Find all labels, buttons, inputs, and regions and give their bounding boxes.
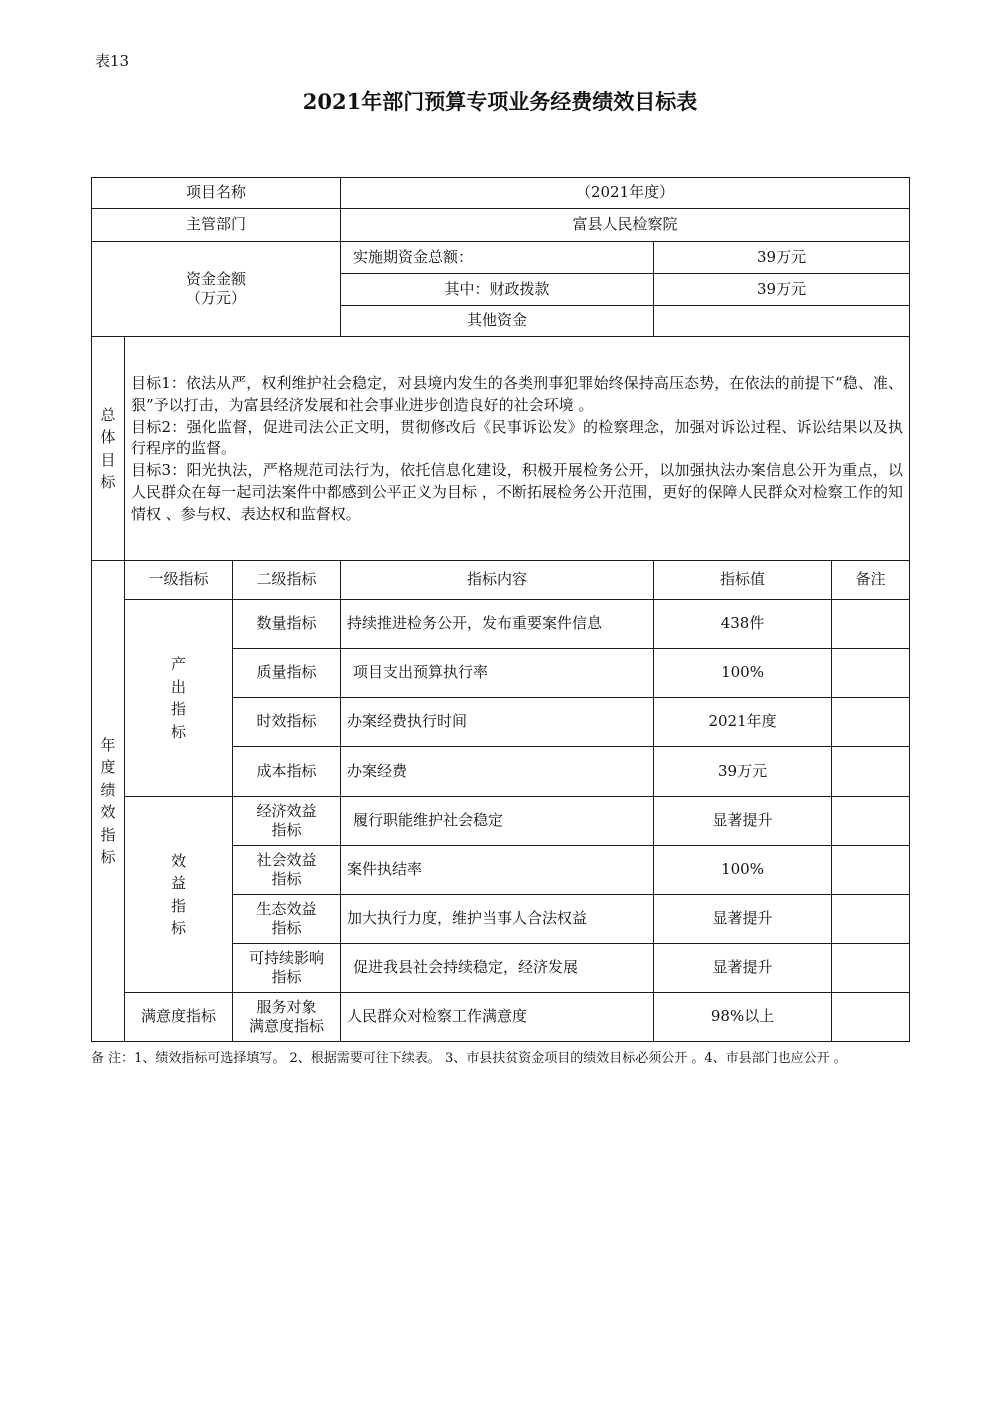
overall-goals-row	[92, 337, 910, 561]
department-value: 富县人民检察院	[341, 209, 910, 242]
table-row	[92, 600, 910, 649]
level2-cell: 数量指标	[233, 600, 341, 649]
header-level1: 一级指标	[125, 561, 233, 600]
table-number: 表13	[95, 52, 130, 70]
output-indicators-label: 产 出 指 标	[125, 600, 233, 797]
content-cell: 案件执结率	[341, 846, 654, 895]
content-cell: 人民群众对检察工作满意度	[341, 993, 654, 1042]
level2-cell: 质量指标	[233, 649, 341, 698]
content-cell: 项目支出预算执行率	[341, 649, 654, 698]
total-funds-label: 实施期资金总额：	[341, 242, 654, 274]
value-cell: 显著提升	[654, 944, 832, 993]
performance-target-table	[91, 177, 910, 1042]
content-cell: 促进我县社会持续稳定，经济发展	[341, 944, 654, 993]
content-cell: 持续推进检务公开，发布重要案件信息	[341, 600, 654, 649]
overall-goals-text	[125, 337, 910, 561]
funds-label-line2: （万元）	[186, 289, 247, 307]
remark-cell	[832, 846, 910, 895]
other-funds-label: 其他资金	[341, 306, 654, 337]
goal-1: 目标1：依法从严，权利维护社会稳定，对县境内发生的各类刑事犯罪始终保持高压态势，在依法的前提下“稳、准、狠”予以打击，为富县经济发展和社会事业进步创造良好的社会环境 。	[131, 374, 904, 414]
annual-indicators-label: 年 度 绩 效 指 标	[92, 561, 125, 1042]
value-cell: 2021年度	[654, 698, 832, 747]
value-cell: 100%	[654, 649, 832, 698]
header-level2: 二级指标	[233, 561, 341, 600]
goal-3: 目标3：阳光执法，严格规范司法行为，依托信息化建设，积极开展检务公开，以加强执法办案信息公开为重点，以人民群众在每一起司法案件中都感到公平正义为目标 ，不断拓展检务公开范围，更好的保障人民群众对检察工作的知情权 、参与权、表达权和监督权。	[131, 461, 904, 523]
remark-cell	[832, 649, 910, 698]
header-remark: 备注	[832, 561, 910, 600]
content-cell: 加大执行力度，维护当事人合法权益	[341, 895, 654, 944]
value-cell: 438件	[654, 600, 832, 649]
project-name-value: （2021年度）	[341, 178, 910, 209]
remark-cell	[832, 895, 910, 944]
remark-cell	[832, 600, 910, 649]
remark-cell	[832, 993, 910, 1042]
table-row	[92, 993, 910, 1042]
total-funds-value: 39万元	[654, 242, 910, 274]
indicator-header-row	[92, 561, 910, 600]
table-row	[92, 797, 910, 846]
level2-cell: 可持续影响 指标	[233, 944, 341, 993]
level2-cell: 成本指标	[233, 747, 341, 797]
project-name-label: 项目名称	[92, 178, 341, 209]
project-name-row	[92, 178, 910, 209]
overall-goals-label: 总 体 目 标	[92, 337, 125, 561]
department-label: 主管部门	[92, 209, 341, 242]
funds-label-line1: 资金金额	[186, 269, 247, 288]
other-funds-value	[654, 306, 910, 337]
content-cell: 履行职能维护社会稳定	[341, 797, 654, 846]
level2-cell: 服务对象 满意度指标	[233, 993, 341, 1042]
level2-cell: 时效指标	[233, 698, 341, 747]
value-cell: 100%	[654, 846, 832, 895]
header-value: 指标值	[654, 561, 832, 600]
header-content: 指标内容	[341, 561, 654, 600]
page-title: 2021年部门预算专项业务经费绩效目标表	[302, 89, 698, 114]
value-cell: 显著提升	[654, 797, 832, 846]
remark-cell	[832, 698, 910, 747]
footnote: 备 注：1、绩效指标可选择填写。 2、根据需要可往下续表。 3、市县扶贫资金项目的绩效目标必须公开 。4、市县部门也应公开 。	[91, 1051, 847, 1066]
value-cell: 98%以上	[654, 993, 832, 1042]
remark-cell	[832, 944, 910, 993]
value-cell: 显著提升	[654, 895, 832, 944]
value-cell: 39万元	[654, 747, 832, 797]
satisfaction-indicators-label: 满意度指标	[125, 993, 233, 1042]
level2-cell: 生态效益 指标	[233, 895, 341, 944]
fiscal-funds-value: 39万元	[654, 274, 910, 306]
content-cell: 办案经费	[341, 747, 654, 797]
fiscal-funds-label: 其中：财政拨款	[341, 274, 654, 306]
content-cell: 办案经费执行时间	[341, 698, 654, 747]
remark-cell	[832, 797, 910, 846]
remark-cell	[832, 747, 910, 797]
department-row	[92, 209, 910, 242]
funds-total-row	[92, 242, 910, 274]
benefit-indicators-label: 效 益 指 标	[125, 797, 233, 993]
goal-2: 目标2：强化监督，促进司法公正文明，贯彻修改后《民事诉讼发》的检察理念，加强对诉讼过程、诉讼结果以及执行程序的监督。	[131, 417, 904, 458]
level2-cell: 经济效益 指标	[233, 797, 341, 846]
funds-label	[92, 242, 341, 337]
level2-cell: 社会效益 指标	[233, 846, 341, 895]
